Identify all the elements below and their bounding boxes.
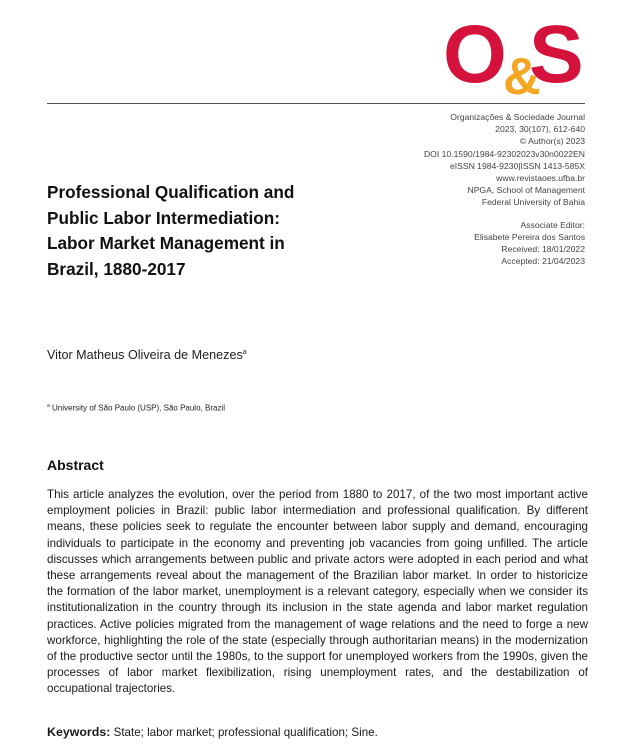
received-date: Received: 18/01/2022 <box>501 244 585 255</box>
affiliation-text: University of São Paulo (USP), São Paulo, Brazil <box>52 403 225 413</box>
author-name: Vitor Matheus Oliveira de Menezes <box>47 348 243 362</box>
editor-name: Elisabete Pereira dos Santos <box>474 231 585 242</box>
author <box>47 348 247 362</box>
header-rule <box>47 103 585 104</box>
author-mark: a <box>242 348 247 356</box>
editor-label: Associate Editor: <box>520 219 585 230</box>
keywords <box>47 725 378 739</box>
school: NPGA, School of Management <box>467 185 585 196</box>
issn: eISSN 1984-9230|ISSN 1413-585X <box>449 160 585 171</box>
keywords-label: Keywords: <box>47 725 111 739</box>
abstract-heading: Abstract <box>47 457 104 473</box>
doi[interactable]: DOI 10.1590/1984-92302023v30n0022EN <box>423 148 585 159</box>
logo-s: S <box>529 14 584 96</box>
journal-website[interactable]: www.revistaoes.ufba.br <box>496 173 585 184</box>
paper-title: Professional Qualification and Public Labor Intermediation: Labor Market Management in Brazil, 1880-2017 <box>47 182 295 279</box>
logo-ampersand: & <box>503 48 541 96</box>
journal-meta <box>424 111 585 267</box>
logo-o: O <box>443 14 507 96</box>
journal-name: Organizações & Sociedade Journal <box>450 112 585 122</box>
affiliation <box>47 403 225 413</box>
keywords-text: State; labor market; professional qualification; Sine. <box>113 726 378 739</box>
affiliation-mark: a <box>47 403 50 409</box>
accepted-date: Accepted: 21/04/2023 <box>501 256 585 267</box>
university: Federal University of Bahia <box>481 197 585 208</box>
abstract-text: This article analyzes the evolution, over the period from 1880 to 2017, of the two most important active employment policies in Brazil: public labor intermediation and professional qualification. By different means, these policies seek to regulate the encounter between labor supply and demand, encouraging individuals to participate in the economy and preventing job vacancies from going unfilled. The article discusses which arrangements between public and private actors were adopted in each period and what these arrangements reveal about the management of the Brazilian labor market. In order to historicize the formation of the labor market, unemployment is a relevant category, especially when we consider its institutionalization in the country through its inclusion in the state agenda and labor market regulation practices. Active policies migrated from the management of wage relations and the need to forge a new workforce, highlighting the role of the state (especially through authoritarian means) in the modernization of the productive sector until the 1980s, to the support for unemployed workers from the 1990s, given the processes of labor market flexibilization, rising unemployment rates, and the destabilization of occupational trajectories. <box>47 488 588 696</box>
journal-logo <box>441 14 587 96</box>
copyright: © Author(s) 2023 <box>519 136 585 147</box>
journal-volume: 2023, 30(107), 612-640 <box>495 124 585 135</box>
